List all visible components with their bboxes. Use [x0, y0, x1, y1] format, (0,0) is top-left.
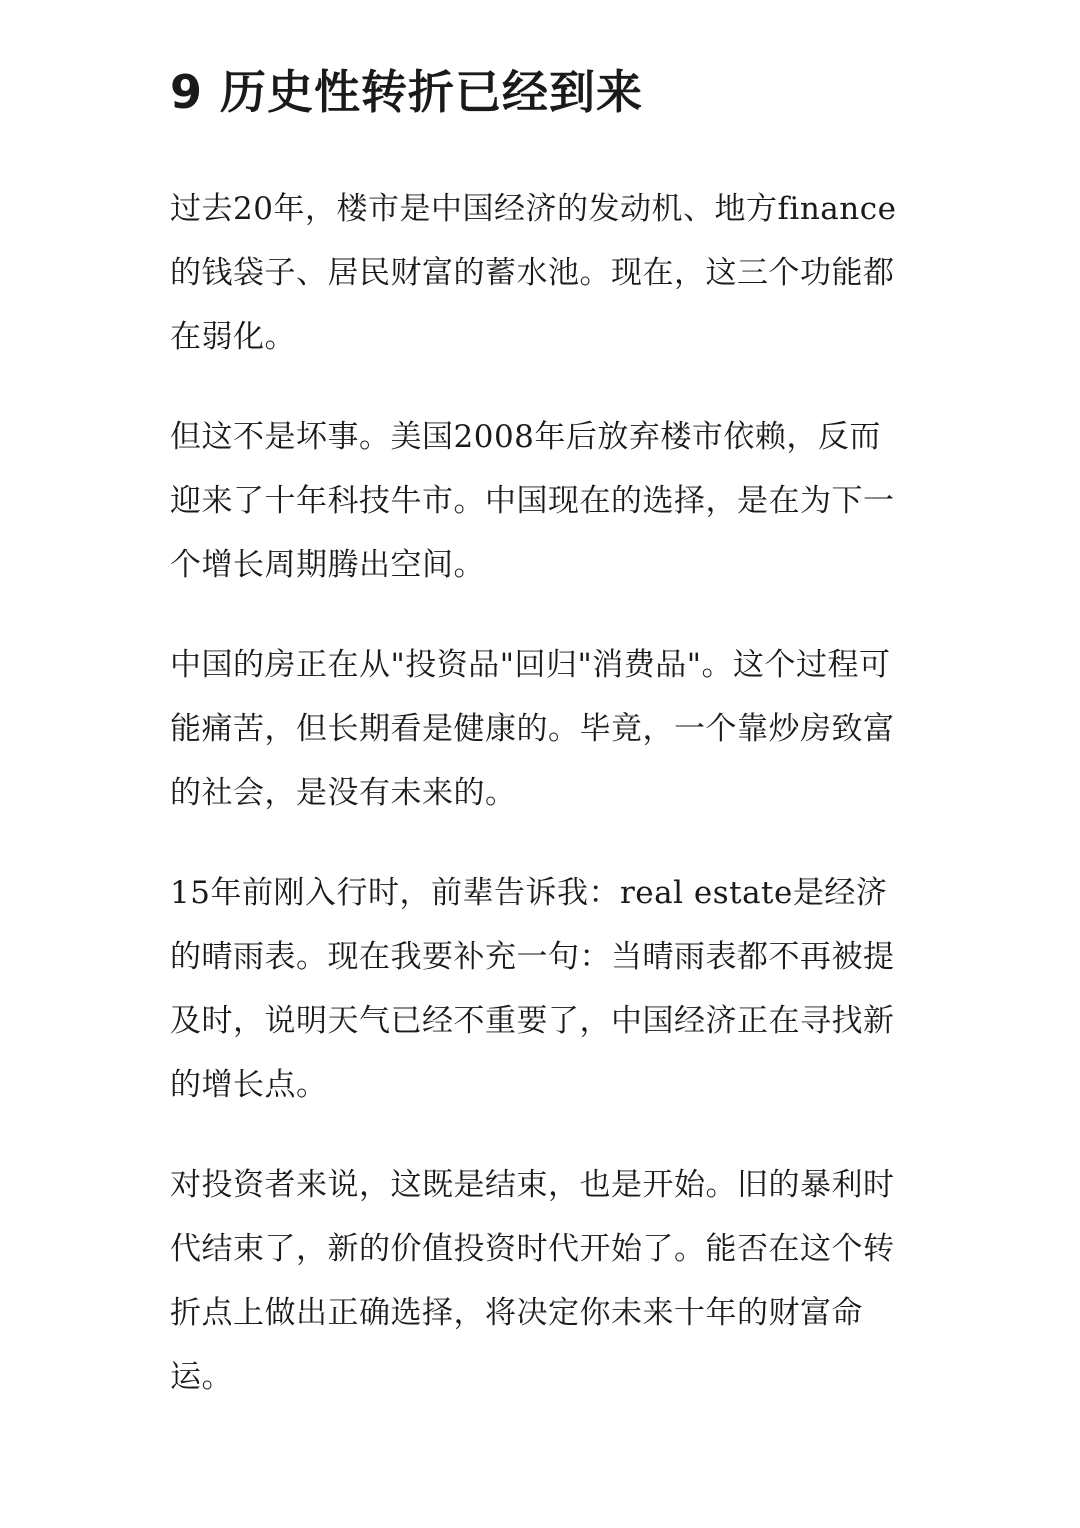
- article-title: 9 历史性转折已经到来: [170, 65, 644, 119]
- paragraph-3: 中国的房正在从"投资品"回归"消费品"。这个过程可能痛苦，但长期看是健康的。毕竟，一个靠炒房致富的社会，是没有未来的。: [170, 647, 895, 811]
- paragraph-2: 但这不是坏事。美国2008年后放弃楼市依赖，反而迎来了十年科技牛市。中国现在的选择，是在为下一个增长周期腾出空间。: [170, 419, 895, 583]
- article: [170, 0, 910, 1409]
- paragraph-4: 15年前刚入行时，前辈告诉我：real estate是经济的晴雨表。现在我要补充一句：当晴雨表都不再被提及时，说明天气已经不重要了，中国经济正在寻找新的增长点。: [170, 875, 895, 1103]
- paragraph-5: 对投资者来说，这既是结束，也是开始。旧的暴利时代结束了，新的价值投资时代开始了。能否在这个转折点上做出正确选择，将决定你未来十年的财富命运。: [170, 1167, 895, 1395]
- paragraph-1: 过去20年，楼市是中国经济的发动机、地方finance的钱袋子、居民财富的蓄水池。现在，这三个功能都在弱化。: [170, 191, 897, 355]
